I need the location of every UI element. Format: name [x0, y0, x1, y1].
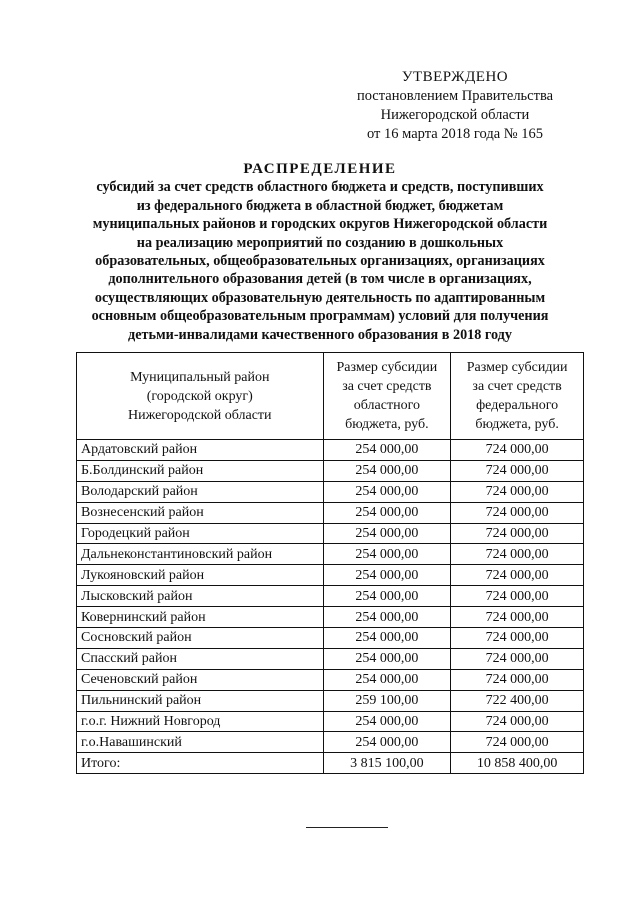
- regional-amount: 254 000,00: [323, 628, 451, 649]
- table-row: [77, 690, 584, 711]
- federal-amount: 724 000,00: [451, 711, 584, 732]
- heading-line: дополнительного образования детей (в том числе в организациях,: [108, 271, 532, 288]
- federal-amount: 724 000,00: [451, 732, 584, 753]
- table-row: [77, 732, 584, 753]
- district-name: Вознесенский район: [77, 502, 324, 523]
- subsidy-table: [76, 352, 584, 774]
- federal-amount: 724 000,00: [451, 544, 584, 565]
- table-row: [77, 544, 584, 565]
- regional-total: 3 815 100,00: [323, 753, 451, 774]
- regional-amount: 254 000,00: [323, 481, 451, 502]
- heading-line: муниципальных районов и городских округов Нижегородской области: [92, 216, 548, 233]
- table-row: [77, 523, 584, 544]
- approval-title: УТВЕРЖДЕНО: [401, 69, 509, 85]
- heading-line: на реализацию мероприятий по созданию в дошкольных: [136, 234, 504, 251]
- federal-amount: 724 000,00: [451, 481, 584, 502]
- regional-amount: 254 000,00: [323, 607, 451, 628]
- table-row: [77, 648, 584, 669]
- district-name: Володарский район: [77, 481, 324, 502]
- regional-amount: 254 000,00: [323, 460, 451, 481]
- regional-amount: 254 000,00: [323, 586, 451, 607]
- district-name: Ковернинский район: [77, 607, 324, 628]
- federal-amount: 724 000,00: [451, 565, 584, 586]
- regional-amount: 254 000,00: [323, 440, 451, 461]
- heading-line: детьми-инвалидами качественного образования в 2018 году: [128, 326, 512, 343]
- federal-total: 10 858 400,00: [451, 753, 584, 774]
- header-regional-subsidy: Размер субсидии за счет средств областного бюджета, руб.: [323, 353, 451, 440]
- district-name: Городецкий район: [77, 523, 324, 544]
- table-row: [77, 711, 584, 732]
- regional-amount: 254 000,00: [323, 648, 451, 669]
- table-total-row: [77, 753, 584, 774]
- district-name: Дальнеконстантиновский район: [77, 544, 324, 565]
- table-row: [77, 669, 584, 690]
- header-district: Муниципальный район (городской округ) Нижегородской области: [77, 353, 324, 440]
- federal-amount: 724 000,00: [451, 669, 584, 690]
- regional-amount: 254 000,00: [323, 711, 451, 732]
- regional-amount: 254 000,00: [323, 544, 451, 565]
- regional-amount: 254 000,00: [323, 502, 451, 523]
- district-name: Б.Болдинский район: [77, 460, 324, 481]
- heading-line: субсидий за счет средств областного бюджета и средств, поступивших: [96, 179, 544, 196]
- table-row: [77, 565, 584, 586]
- header-federal-subsidy: Размер субсидии за счет средств федерального бюджета, руб.: [451, 353, 584, 440]
- federal-amount: 724 000,00: [451, 440, 584, 461]
- district-name: Пильнинский район: [77, 690, 324, 711]
- approval-block: [350, 68, 560, 144]
- district-name: Спасский район: [77, 648, 324, 669]
- table-row: [77, 481, 584, 502]
- federal-amount: 724 000,00: [451, 648, 584, 669]
- regional-amount: 254 000,00: [323, 732, 451, 753]
- district-name: г.о.г. Нижний Новгород: [77, 711, 324, 732]
- federal-amount: 722 400,00: [451, 690, 584, 711]
- district-name: Лукояновский район: [77, 565, 324, 586]
- federal-amount: 724 000,00: [451, 607, 584, 628]
- table-row: [77, 628, 584, 649]
- district-name: Сеченовский район: [77, 669, 324, 690]
- heading-line: образовательных, общеобразовательных организациях, организациях: [95, 253, 545, 270]
- heading-line: основным общеобразовательным программам) условий для получения: [91, 308, 549, 325]
- heading-line: из федерального бюджета в областной бюджет, бюджетам: [136, 197, 504, 214]
- document-title: РАСПРЕДЕЛЕНИЕ: [243, 161, 397, 177]
- approval-date: от 16 марта 2018 года № 165: [367, 126, 543, 142]
- district-name: Сосновский район: [77, 628, 324, 649]
- total-label: Итого:: [77, 753, 324, 774]
- table-row: [77, 586, 584, 607]
- district-name: Ардатовский район: [77, 440, 324, 461]
- table-row: [77, 607, 584, 628]
- regional-amount: 254 000,00: [323, 565, 451, 586]
- approval-line: постановлением Правительства: [356, 88, 554, 104]
- approval-line: Нижегородской области: [380, 107, 530, 123]
- federal-amount: 724 000,00: [451, 586, 584, 607]
- table-row: [77, 440, 584, 461]
- district-name: г.о.Навашинский: [77, 732, 324, 753]
- district-name: Лысковский район: [77, 586, 324, 607]
- federal-amount: 724 000,00: [451, 460, 584, 481]
- regional-amount: 259 100,00: [323, 690, 451, 711]
- federal-amount: 724 000,00: [451, 502, 584, 523]
- end-divider: [306, 827, 388, 828]
- table-header-row: [77, 353, 584, 440]
- document-heading: [72, 160, 568, 344]
- federal-amount: 724 000,00: [451, 628, 584, 649]
- table-row: [77, 502, 584, 523]
- regional-amount: 254 000,00: [323, 669, 451, 690]
- table-row: [77, 460, 584, 481]
- federal-amount: 724 000,00: [451, 523, 584, 544]
- regional-amount: 254 000,00: [323, 523, 451, 544]
- heading-line: осуществляющих образовательную деятельность по адаптированным: [94, 289, 546, 306]
